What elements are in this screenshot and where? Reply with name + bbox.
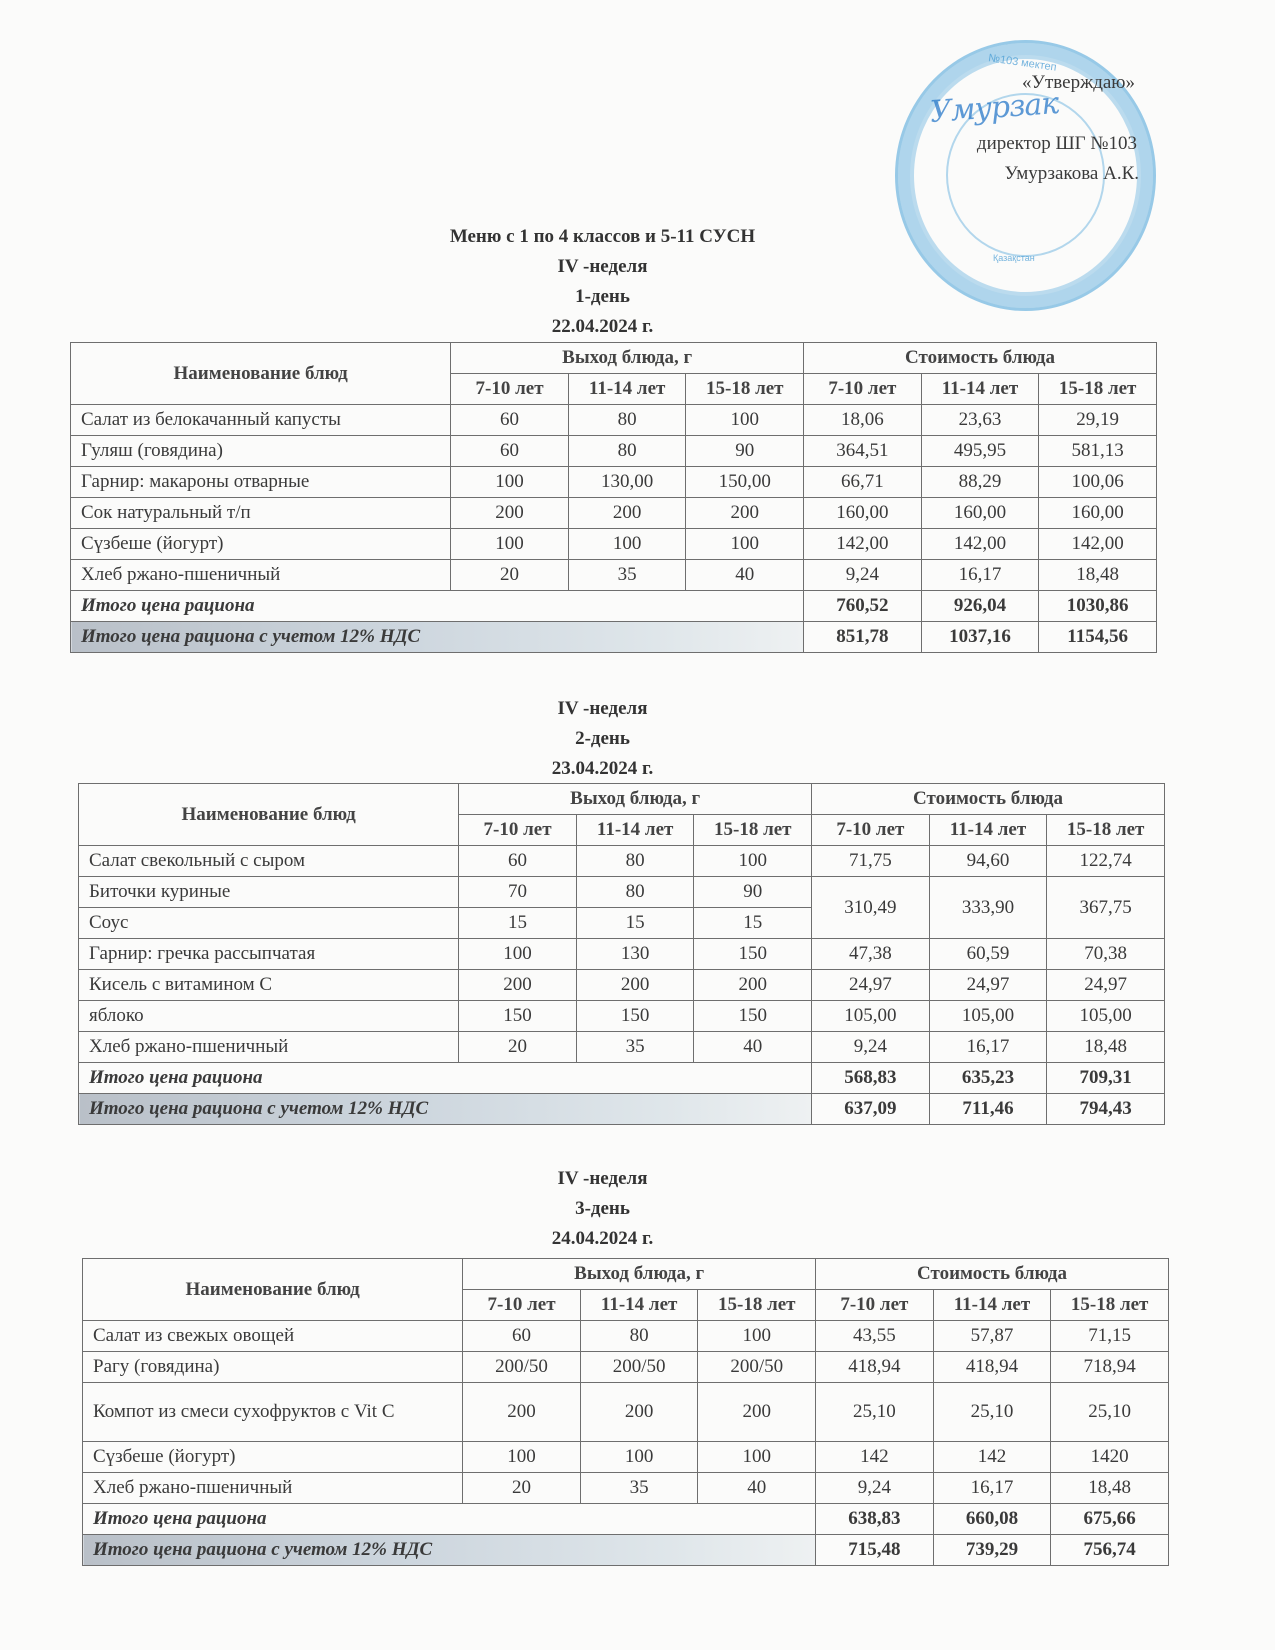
cost-cell: 9,24 — [804, 560, 922, 591]
yield-cell: 40 — [698, 1473, 816, 1504]
vat-total-cell: 637,09 — [812, 1094, 930, 1125]
vat-total-cell: 1154,56 — [1039, 622, 1157, 653]
yield-cell: 35 — [580, 1473, 698, 1504]
table-row — [71, 436, 1157, 467]
day-label: 1-день — [575, 286, 630, 307]
yield-header: Выход блюда, г — [463, 1259, 816, 1290]
week-label: IV -неделя — [557, 1168, 648, 1189]
vat-total-cell: 715,48 — [816, 1535, 934, 1566]
vat-total-label: Итого цена рациона с учетом 12% НДС — [71, 622, 804, 653]
cost-cell: 24,97 — [812, 970, 930, 1001]
day-label: 2-день — [575, 728, 630, 749]
table-row — [71, 560, 1157, 591]
menu-table-day-3 — [82, 1258, 1169, 1566]
total-cell: 1030,86 — [1039, 591, 1157, 622]
table-row — [79, 1032, 1165, 1063]
yield-cell: 15 — [576, 908, 694, 939]
cost-cell: 9,24 — [816, 1473, 934, 1504]
table-row — [83, 1352, 1169, 1383]
vat-total-cell: 756,74 — [1051, 1535, 1169, 1566]
yield-cell: 130 — [576, 939, 694, 970]
cost-header: Стоимость блюда — [812, 784, 1165, 815]
cost-cell: 364,51 — [804, 436, 922, 467]
vat-total-label: Итого цена рациона с учетом 12% НДС — [83, 1535, 816, 1566]
yield-cell: 200 — [576, 970, 694, 1001]
dish-name: Хлеб ржано-пшеничный — [79, 1032, 459, 1063]
cost-cell: 29,19 — [1039, 405, 1157, 436]
table-row — [79, 970, 1165, 1001]
cost-cell: 160,00 — [921, 498, 1039, 529]
age-header: 15-18 лет — [686, 374, 804, 405]
age-header: 7-10 лет — [804, 374, 922, 405]
age-header: 11-14 лет — [568, 374, 686, 405]
yield-cell: 200 — [698, 1383, 816, 1442]
cost-cell: 418,94 — [816, 1352, 934, 1383]
age-header: 15-18 лет — [1039, 374, 1157, 405]
total-cell: 760,52 — [804, 591, 922, 622]
dish-name: Кисель с витамином С — [79, 970, 459, 1001]
dish-name-header: Наименование блюд — [71, 343, 451, 405]
age-header: 7-10 лет — [816, 1290, 934, 1321]
dish-name: Салат из белокачанный капусты — [71, 405, 451, 436]
yield-cell: 200 — [463, 1383, 581, 1442]
cost-cell: 18,48 — [1051, 1473, 1169, 1504]
yield-cell: 60 — [451, 436, 569, 467]
table-row — [71, 529, 1157, 560]
cost-cell: 105,00 — [929, 1001, 1047, 1032]
approval-name: Умурзакова А.К. — [1004, 163, 1139, 184]
dish-name: Хлеб ржано-пшеничный — [71, 560, 451, 591]
age-header: 11-14 лет — [921, 374, 1039, 405]
dish-name: Хлеб ржано-пшеничный — [83, 1473, 463, 1504]
cost-cell: 24,97 — [929, 970, 1047, 1001]
dish-name: Соус — [79, 908, 459, 939]
dish-name: Сок натуральный т/п — [71, 498, 451, 529]
yield-cell: 150 — [576, 1001, 694, 1032]
dish-name: Гарнир: гречка рассыпчатая — [79, 939, 459, 970]
table-row — [83, 1473, 1169, 1504]
yield-cell: 35 — [576, 1032, 694, 1063]
yield-cell: 15 — [459, 908, 577, 939]
cost-cell: 18,06 — [804, 405, 922, 436]
yield-cell: 100 — [580, 1442, 698, 1473]
yield-cell: 20 — [459, 1032, 577, 1063]
week-label: IV -неделя — [557, 256, 648, 277]
day-3-heading — [0, 1164, 1205, 1254]
yield-cell: 100 — [686, 405, 804, 436]
table-row — [79, 1001, 1165, 1032]
yield-cell: 100 — [451, 467, 569, 498]
cost-cell: 122,74 — [1047, 846, 1165, 877]
yield-cell: 130,00 — [568, 467, 686, 498]
cost-cell: 71,15 — [1051, 1321, 1169, 1352]
yield-cell: 35 — [568, 560, 686, 591]
cost-cell-merged: 333,90 — [929, 877, 1047, 939]
yield-cell: 200/50 — [463, 1352, 581, 1383]
yield-cell: 150 — [694, 1001, 812, 1032]
yield-cell: 90 — [686, 436, 804, 467]
cost-header: Стоимость блюда — [804, 343, 1157, 374]
age-header: 11-14 лет — [576, 815, 694, 846]
cost-cell: 142,00 — [1039, 529, 1157, 560]
yield-cell: 200 — [568, 498, 686, 529]
age-header: 15-18 лет — [1051, 1290, 1169, 1321]
vat-total-cell: 851,78 — [804, 622, 922, 653]
total-row — [83, 1504, 1169, 1535]
yield-cell: 200 — [451, 498, 569, 529]
age-header: 11-14 лет — [929, 815, 1047, 846]
yield-cell: 70 — [459, 877, 577, 908]
approval-title: «Утверждаю» — [1022, 72, 1135, 93]
dish-name: Сүзбеше (йогурт) — [83, 1442, 463, 1473]
vat-total-cell: 711,46 — [929, 1094, 1047, 1125]
dish-name: яблоко — [79, 1001, 459, 1032]
yield-cell: 80 — [568, 436, 686, 467]
day-2-heading — [0, 694, 1205, 784]
dish-name: Рагу (говядина) — [83, 1352, 463, 1383]
yield-cell: 100 — [459, 939, 577, 970]
cost-cell: 100,06 — [1039, 467, 1157, 498]
dish-name-header: Наименование блюд — [79, 784, 459, 846]
cost-cell: 16,17 — [933, 1473, 1051, 1504]
day-label: 3-день — [575, 1198, 630, 1219]
yield-cell: 200 — [580, 1383, 698, 1442]
age-header: 11-14 лет — [580, 1290, 698, 1321]
total-cell: 638,83 — [816, 1504, 934, 1535]
age-header: 15-18 лет — [1047, 815, 1165, 846]
age-header: 15-18 лет — [694, 815, 812, 846]
director-signature: Умурзак — [928, 86, 1060, 130]
date-label: 22.04.2024 г. — [551, 316, 654, 337]
yield-cell: 60 — [451, 405, 569, 436]
total-cell: 635,23 — [929, 1063, 1047, 1094]
vat-total-label: Итого цена рациона с учетом 12% НДС — [79, 1094, 812, 1125]
table-row — [71, 467, 1157, 498]
vat-total-cell: 794,43 — [1047, 1094, 1165, 1125]
yield-cell: 40 — [686, 560, 804, 591]
dish-name: Биточки куриные — [79, 877, 459, 908]
yield-cell: 80 — [568, 405, 686, 436]
total-label: Итого цена рациона — [71, 591, 804, 622]
cost-cell: 18,48 — [1039, 560, 1157, 591]
cost-cell: 23,63 — [921, 405, 1039, 436]
total-label: Итого цена рациона — [83, 1504, 816, 1535]
cost-cell: 94,60 — [929, 846, 1047, 877]
yield-cell: 100 — [698, 1442, 816, 1473]
table-row — [79, 846, 1165, 877]
vat-total-cell: 1037,16 — [921, 622, 1039, 653]
yield-cell: 20 — [451, 560, 569, 591]
total-cell: 675,66 — [1051, 1504, 1169, 1535]
age-header: 15-18 лет — [698, 1290, 816, 1321]
table-row — [79, 877, 1165, 908]
age-header: 7-10 лет — [451, 374, 569, 405]
total-row — [71, 591, 1157, 622]
table-row — [71, 498, 1157, 529]
age-header: 11-14 лет — [933, 1290, 1051, 1321]
yield-cell: 100 — [686, 529, 804, 560]
yield-cell: 150 — [459, 1001, 577, 1032]
cost-cell: 581,13 — [1039, 436, 1157, 467]
cost-cell: 60,59 — [929, 939, 1047, 970]
yield-cell: 150 — [694, 939, 812, 970]
total-cell: 926,04 — [921, 591, 1039, 622]
table-row — [83, 1442, 1169, 1473]
dish-name: Гарнир: макароны отварные — [71, 467, 451, 498]
cost-cell: 142 — [933, 1442, 1051, 1473]
yield-cell: 60 — [463, 1321, 581, 1352]
cost-cell: 142,00 — [804, 529, 922, 560]
cost-cell: 160,00 — [1039, 498, 1157, 529]
document-title: Меню с 1 по 4 классов и 5-11 СУСН — [449, 226, 756, 247]
cost-cell: 142 — [816, 1442, 934, 1473]
yield-cell: 15 — [694, 908, 812, 939]
menu-table-day-2 — [78, 783, 1165, 1125]
cost-cell: 25,10 — [816, 1383, 934, 1442]
week-label: IV -неделя — [557, 698, 648, 719]
cost-cell: 105,00 — [812, 1001, 930, 1032]
cost-cell: 47,38 — [812, 939, 930, 970]
yield-cell: 100 — [463, 1442, 581, 1473]
yield-cell: 100 — [568, 529, 686, 560]
dish-name: Компот из смеси сухофруктов с Vit С — [83, 1383, 463, 1442]
cost-cell: 105,00 — [1047, 1001, 1165, 1032]
cost-cell: 70,38 — [1047, 939, 1165, 970]
table-row — [83, 1383, 1169, 1442]
yield-cell: 200 — [694, 970, 812, 1001]
age-header: 7-10 лет — [463, 1290, 581, 1321]
total-cell: 660,08 — [933, 1504, 1051, 1535]
cost-cell: 160,00 — [804, 498, 922, 529]
yield-header: Выход блюда, г — [459, 784, 812, 815]
dish-name: Гуляш (говядина) — [71, 436, 451, 467]
vat-total-row — [83, 1535, 1169, 1566]
cost-cell: 16,17 — [929, 1032, 1047, 1063]
cost-cell: 418,94 — [933, 1352, 1051, 1383]
yield-cell: 200 — [686, 498, 804, 529]
vat-total-row — [79, 1094, 1165, 1125]
yield-cell: 80 — [580, 1321, 698, 1352]
cost-cell: 18,48 — [1047, 1032, 1165, 1063]
age-header: 7-10 лет — [812, 815, 930, 846]
yield-cell: 80 — [576, 877, 694, 908]
cost-cell: 88,29 — [921, 467, 1039, 498]
menu-table-day-1 — [70, 342, 1157, 653]
yield-cell: 80 — [576, 846, 694, 877]
cost-cell: 25,10 — [1051, 1383, 1169, 1442]
date-label: 23.04.2024 г. — [551, 758, 654, 779]
cost-cell: 66,71 — [804, 467, 922, 498]
cost-cell: 71,75 — [812, 846, 930, 877]
yield-cell: 200 — [459, 970, 577, 1001]
total-cell: 568,83 — [812, 1063, 930, 1094]
cost-cell: 24,97 — [1047, 970, 1165, 1001]
total-label: Итого цена рациона — [79, 1063, 812, 1094]
yield-cell: 40 — [694, 1032, 812, 1063]
yield-cell: 100 — [451, 529, 569, 560]
dish-name: Салат свекольный с сыром — [79, 846, 459, 877]
yield-cell: 150,00 — [686, 467, 804, 498]
yield-cell: 100 — [694, 846, 812, 877]
cost-cell: 43,55 — [816, 1321, 934, 1352]
dish-name: Салат из свежых овощей — [83, 1321, 463, 1352]
stamp-country-text: Қазақстан — [993, 253, 1035, 263]
day-1-heading — [0, 222, 1205, 342]
dish-name-header: Наименование блюд — [83, 1259, 463, 1321]
total-row — [79, 1063, 1165, 1094]
cost-header: Стоимость блюда — [816, 1259, 1169, 1290]
age-header: 7-10 лет — [459, 815, 577, 846]
vat-total-row — [71, 622, 1157, 653]
yield-cell: 20 — [463, 1473, 581, 1504]
cost-cell: 495,95 — [921, 436, 1039, 467]
cost-cell: 1420 — [1051, 1442, 1169, 1473]
yield-cell: 100 — [698, 1321, 816, 1352]
cost-cell: 718,94 — [1051, 1352, 1169, 1383]
cost-cell: 57,87 — [933, 1321, 1051, 1352]
yield-cell: 200/50 — [698, 1352, 816, 1383]
yield-header: Выход блюда, г — [451, 343, 804, 374]
date-label: 24.04.2024 г. — [551, 1228, 654, 1249]
cost-cell-merged: 367,75 — [1047, 877, 1165, 939]
table-row — [83, 1321, 1169, 1352]
cost-cell: 16,17 — [921, 560, 1039, 591]
vat-total-cell: 739,29 — [933, 1535, 1051, 1566]
cost-cell: 25,10 — [933, 1383, 1051, 1442]
total-cell: 709,31 — [1047, 1063, 1165, 1094]
yield-cell: 200/50 — [580, 1352, 698, 1383]
cost-cell: 9,24 — [812, 1032, 930, 1063]
dish-name: Сүзбеше (йогурт) — [71, 529, 451, 560]
yield-cell: 90 — [694, 877, 812, 908]
yield-cell: 60 — [459, 846, 577, 877]
stamp-ring-text: №103 мектеп — [987, 52, 1058, 74]
cost-cell: 142,00 — [921, 529, 1039, 560]
approval-position: директор ШГ №103 — [976, 133, 1137, 154]
cost-cell-merged: 310,49 — [812, 877, 930, 939]
table-row — [71, 405, 1157, 436]
table-row — [79, 939, 1165, 970]
